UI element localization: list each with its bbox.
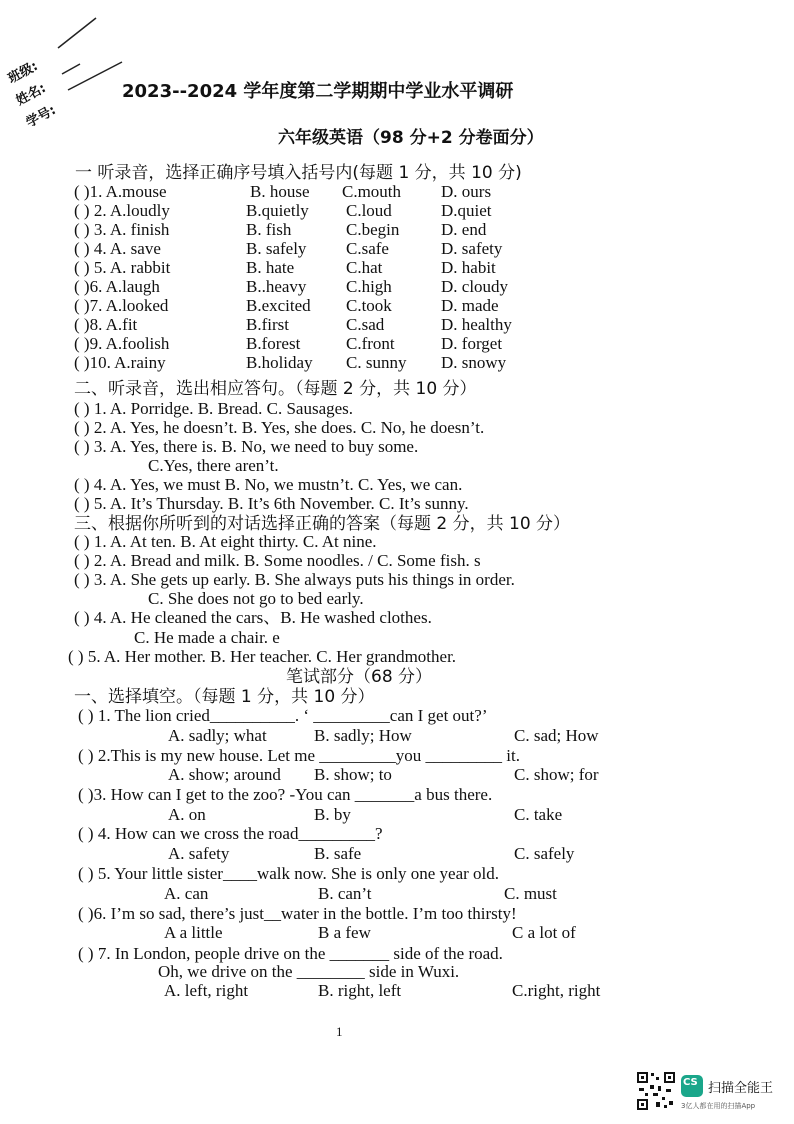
answer-option: D. healthy	[441, 315, 512, 334]
section-heading: 一 听录音，选择正确序号填入括号内(每题 1 分，共 10 分)	[75, 163, 522, 183]
section-heading: 一、选择填空。（每题 1 分，共 10 分）	[74, 687, 375, 707]
question-line: Oh, we drive on the ________ side in Wuxi.	[158, 962, 460, 981]
class-field-label: 班级:	[5, 58, 41, 87]
answer-option: D.quiet	[441, 201, 492, 220]
question-line: ( ) 2. A. Yes, he doesn’t. B. Yes, she does. C. No, he doesn’t.	[74, 418, 485, 437]
question-line: ( ) 4. A. Yes, we must B. No, we mustn’t. C. Yes, we can.	[74, 475, 463, 494]
answer-option: C.safe	[346, 239, 389, 258]
answer-option: C. safely	[514, 844, 575, 863]
student-id-label: 学号:	[23, 102, 59, 131]
answer-option: B. show; to	[314, 765, 392, 784]
answer-option: A. safety	[168, 844, 230, 863]
answer-option: B. safe	[314, 844, 362, 863]
question-line: ( ) 2.This is my new house. Let me _________you _________ it.	[78, 746, 520, 765]
answer-option: C.front	[346, 334, 395, 353]
answer-option: D. habit	[441, 258, 496, 277]
answer-option: D. ours	[441, 182, 492, 201]
camscanner-logo-text: CS	[683, 1077, 698, 1088]
question-line: ( ) 5. A. It’s Thursday. B. It’s 6th November. C. It’s sunny.	[74, 494, 469, 513]
question-line: ( ) 4. How can we cross the road_________?	[78, 824, 383, 843]
answer-option: C. take	[514, 805, 563, 824]
section-heading: 二、听录音，选出相应答句。（每题 2 分，共 10 分）	[74, 379, 477, 399]
answer-option: ( )9. A.foolish	[74, 334, 170, 353]
answer-option: ( )8. A.fit	[74, 315, 138, 334]
answer-option: C.hat	[346, 258, 383, 277]
answer-option: A. on	[168, 805, 206, 824]
question-line: ( ) 3. A. Yes, there is. B. No, we need to buy some.	[74, 437, 419, 456]
section-heading: 三、根据你所听到的对话选择正确的答案（每题 2 分，共 10 分）	[74, 514, 571, 534]
answer-option: ( ) 3. A. finish	[74, 220, 170, 239]
answer-option: C.sad	[346, 315, 385, 334]
answer-option: D. end	[441, 220, 487, 239]
answer-option: A. show; around	[168, 765, 281, 784]
answer-option: B. fish	[246, 220, 292, 239]
answer-option: B..heavy	[246, 277, 307, 296]
exam-title: 2023--2024 学年度第二学期期中学业水平调研	[122, 81, 514, 102]
question-line: ( ) 1. A. At ten. B. At eight thirty. C. At nine.	[74, 532, 377, 551]
answer-option: ( ) 4. A. save	[74, 239, 161, 258]
answer-option: A. can	[164, 884, 209, 903]
answer-option: C. show; for	[514, 765, 599, 784]
question-line: ( ) 1. The lion cried__________. ‘ _________can I get out?’	[78, 706, 488, 725]
name-field-label: 姓名:	[13, 80, 49, 109]
question-line: ( ) 2. A. Bread and milk. B. Some noodles. / C. Some fish. s	[74, 551, 481, 570]
camscanner-tagline: 3亿人都在用的扫描App	[681, 1102, 756, 1110]
answer-option: C.took	[346, 296, 392, 315]
answer-option: C.loud	[346, 201, 392, 220]
question-line: C. He made a chair. e	[134, 628, 280, 647]
answer-option: B. house	[250, 182, 310, 201]
answer-option: D. safety	[441, 239, 503, 258]
question-line: ( ) 3. A. She gets up early. B. She always puts his things in order.	[74, 570, 515, 589]
answer-option: ( )7. A.looked	[74, 296, 169, 315]
answer-option: A. left, right	[164, 981, 249, 1000]
question-line: ( ) 1. A. Porridge. B. Bread. C. Sausages.	[74, 399, 354, 418]
answer-option: B.forest	[246, 334, 301, 353]
answer-option: B.excited	[246, 296, 311, 315]
answer-option: B. safely	[246, 239, 307, 258]
answer-option: B. can’t	[318, 884, 372, 903]
answer-option: C. sad; How	[514, 726, 599, 745]
answer-option: A a little	[164, 923, 223, 942]
question-line: ( )3. How can I get to the zoo? -You can _______a bus there.	[78, 785, 493, 804]
answer-option: C.mouth	[342, 182, 402, 201]
answer-option: B. by	[314, 805, 351, 824]
answer-option: C. sunny	[346, 353, 407, 372]
question-line: ( )6. I’m so sad, there’s just__water in the bottle. I’m too thirsty!	[78, 904, 517, 923]
qr-code-icon	[636, 1071, 676, 1111]
answer-option: C. must	[504, 884, 557, 903]
answer-option: ( ) 2. A.loudly	[74, 201, 170, 220]
question-line: ( ) 5. Your little sister____walk now. She is only one year old.	[78, 864, 500, 883]
answer-option: C a lot of	[512, 923, 576, 942]
answer-option: B. right, left	[318, 981, 402, 1000]
answer-option: C.high	[346, 277, 392, 296]
answer-option: B.first	[246, 315, 289, 334]
camscanner-brand: 扫描全能王	[708, 1081, 774, 1096]
answer-option: D. made	[441, 296, 499, 315]
answer-option: ( ) 5. A. rabbit	[74, 258, 171, 277]
section-heading: 笔试部分（68 分）	[286, 667, 433, 687]
answer-option: ( )10. A.rainy	[74, 353, 166, 372]
answer-option: D. snowy	[441, 353, 507, 372]
page-number: 1	[336, 1024, 343, 1039]
question-line: C.Yes, there aren’t.	[148, 456, 279, 475]
question-line: ( ) 7. In London, people drive on the _______ side of the road.	[78, 944, 503, 963]
answer-option: D. forget	[441, 334, 503, 353]
answer-option: B.quietly	[246, 201, 309, 220]
exam-subtitle: 六年级英语（98 分+2 分卷面分）	[278, 128, 544, 148]
answer-option: B. sadly; How	[314, 726, 412, 745]
question-line: C. She does not go to bed early.	[148, 589, 364, 608]
answer-option: D. cloudy	[441, 277, 509, 296]
answer-option: C.right, right	[512, 981, 601, 1000]
answer-option: B.holiday	[246, 353, 313, 372]
answer-option: ( )6. A.laugh	[74, 277, 160, 296]
question-line: ( ) 4. A. He cleaned the cars、B. He washed clothes.	[74, 608, 432, 627]
answer-option: C.begin	[346, 220, 400, 239]
answer-option: B. hate	[246, 258, 295, 277]
answer-option: B a few	[318, 923, 371, 942]
answer-option: A. sadly; what	[168, 726, 267, 745]
question-line: ( ) 5. A. Her mother. B. Her teacher. C. Her grandmother.	[68, 647, 457, 666]
answer-option: ( )1. A.mouse	[74, 182, 167, 201]
